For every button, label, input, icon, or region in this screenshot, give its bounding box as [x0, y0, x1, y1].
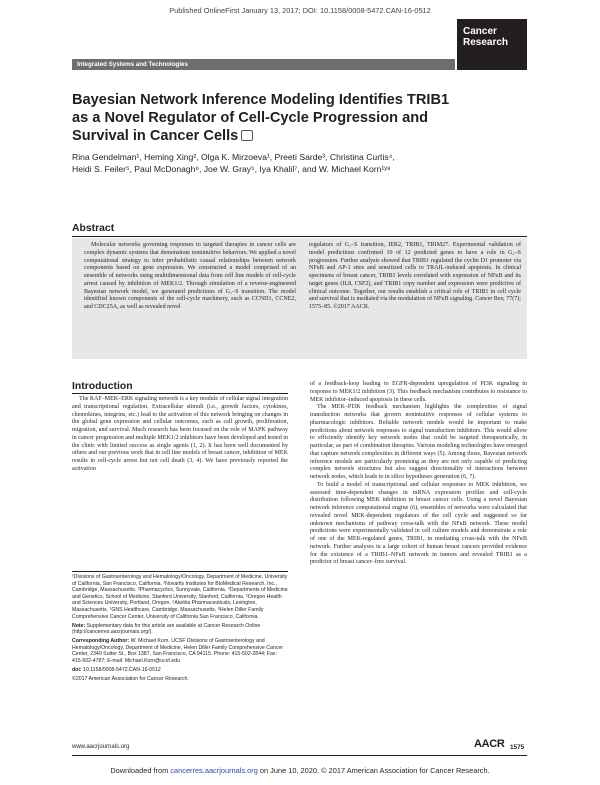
introduction-heading: Introduction: [72, 381, 133, 392]
intro-paragraph-3: The MEK–PI3K feedback mechanism highlights the complexities of signal transduction networks that govern nonintuitive responses of cellular systems to pharmacologic inhibitors. Reliable network models would be important to make predictions about network responses to signal transduction inhibitors. This would allow to efficiently identify key network nodes that could be targeted therapeutically, in particular, as part of combination therapies. Various modeling technologies have emerged that capture network complexities in different ways (5). Among those, Bayesian network inference models are particularly promising as they are not only capable of predicting complex network structures but also suggest directionality of interactions between network nodes, which leads to in silico hypotheses generation (6, 7).: [310, 404, 527, 480]
open-access-icon: [241, 130, 253, 141]
note-label: Note:: [72, 622, 86, 629]
journal-brand-line1: Cancer: [463, 26, 497, 37]
download-prefix: Downloaded from: [110, 766, 171, 775]
introduction-left-column: [72, 396, 288, 474]
journal-brand-line2: Research: [463, 37, 509, 48]
note-text: Supplementary data for this article are available at Cancer Research Online (http://cancerres.aacrjournals.org/).: [72, 622, 261, 636]
abstract-column-1: [84, 242, 296, 312]
corresponding-text: W. Michael Korn, UCSF Divisions of Gastroenterology and Hematology/Oncology, Department of Medicine, Helen Diller Family Comprehensive Cancer Center, 2340 Sutter St., Box 1387, San Francisco, CA 94115. Phone: 415-502-2844; Fax: 415-502-4787; E-mail: Michael.Korn@ucsf.edu: [72, 638, 283, 664]
download-suffix: on June 10, 2020. © 2017 American Association for Cancer Research.: [257, 766, 490, 775]
doi-label: doi:: [72, 666, 82, 673]
intro-paragraph-2: of a feedback-loop leading to EGFR-dependent upregulation of PI3K signaling in response to MEK1/2 inhibition (3). This feedback mechanism contributes to resistance to MEK inhibitor–induced apoptosis in these cells.: [310, 381, 527, 403]
footnote-rule: [72, 571, 288, 572]
abstract-heading: Abstract: [72, 223, 115, 234]
abstract-rule: [72, 236, 527, 237]
published-online-header: Published OnlineFirst January 13, 2017; DOI: 10.1158/0008-5472.CAN-16-0512: [169, 6, 431, 15]
corresponding-label: Corresponding Author:: [72, 638, 130, 645]
intro-paragraph-1: The RAF–MEK–ERK signaling network is a key module of cellular signal integration and transcriptional regulation. Extracellular stimuli (i.e., growth factors, cytokines, chemokines, integrins, etc.) lead to the activation of this network bringing on changes in the global gene expression and cellular outcomes, such as cell growth, proliferation, migration, and survival. Much research has been focused on the role of MAPK pathway in cancer progression and multiple MEK1/2 inhibitors have been developed and tested in the clinic with limited success as single agents (1, 2). It has been well documented by others and our previous work that in cell line models of breast cancer, inhibition of MEK results in cell-cycle arrest but not cell death (3, 4). We have previously reported the activation: [72, 396, 288, 472]
doi-footnote: [72, 667, 288, 674]
introduction-rule: [72, 393, 288, 394]
footer-rule: [72, 755, 527, 756]
doi-text: 10.1158/0008-5472.CAN-16-0512: [82, 666, 161, 673]
download-link[interactable]: cancerres.aacrjournals.org: [170, 766, 258, 775]
intro-paragraph-4: To build a model of transcriptional and cellular responses to MEK inhibition, we assessed time-dependent changes in mRNA expression profiles and cell-cycle distribution following MEK inhibition in breast cancer cells. Using a novel Bayesian network inference computational engine (6), ensembles of networks were calculated that revealed novel MEK-dependent regulators of the cell cycle and suggested so far unknown mechanisms of pathway cross-talk with the NFκB network. These model predictions were experimentally validated in cell culture models and demonstrate a role of one of the MEK-regulated genes, TRIB1, in mediating cross-talk with the NFκB network. Further analyses in a large cohort of human breast cancers provided evidence for the existence of a TRIB1–NFκB network in tumors and revealed TRIB1 as a predictor of breast cancer–free survival.: [310, 481, 527, 566]
abstract-text-2: regulators of G₁–S transition, IER2, TRIB1, TRIM27. Experimental validation of model predictions confirmed 10 of 12 predicted genes to have a role in G₁–S progression. Further analysis showed that TRIB1 regulated the cyclin D1 promoter via NFκB and AP-1 sites and sensitized cells to TRAIL-induced apoptosis. In clinical specimens of breast cancer, TRIB1 levels correlated with expression of NFκB and its target genes (IL8, CSF2), and TRIB1 copy number and expression were predictive of clinical outcome. Together, our results establish a critical role of TRIB1 in cell cycle and survival that is mediated via the modulation of NFκB signaling. Cancer Res; 77(7); 1575–85. ©2017 AACR.: [309, 242, 521, 310]
journal-url[interactable]: www.aacrjournals.org: [72, 744, 130, 750]
abstract-column-2: [309, 242, 521, 312]
download-notice: [0, 766, 600, 775]
affiliations-footnote: ¹Divisions of Gastroenterology and Hematology/Oncology, Department of Medicine, University of California, San Francisco, California. ²Novartis Institutes for BioMedical Research, Inc., Cambridge, Massachusetts. ³Pharmacyclics, Sunnyvale, California. ⁴Departments of Medicine and Genetics, School of Medicine, Stanford University, Stanford, California. ⁵Oregon Health and Sciences University, Portland, Oregon. ⁶Akebia Pharmaceuticals, Lexington, Massachusetts. ⁷GNS Healthcare, Cambridge, Massachusetts. ⁸Helen Diller Family Comprehensive Cancer Center, University of California San Francisco, California.: [72, 574, 288, 620]
introduction-right-column: [310, 381, 527, 567]
abstract-text-1: Molecular networks governing responses to targeted therapies in cancer cells are complex dynamic systems that demonstrate nonintuitive behaviors. We applied a novel computational strategy to infer probabilistic causal relationships between network components based on gene expression. We constructed a model comprised of an ensemble of networks using multidimensional data from cell line models of cell-cycle arrest caused by inhibition of MEK1/2. Through simulation of a reverse-engineered Bayesian network model, we generated predictions of G₁–S transition. The model identified known components of the cell-cycle machinery, such as CCND1, CCNE2, and CDC25A, as well as revealed novel: [84, 242, 296, 310]
footnotes: [72, 574, 288, 685]
article-title-text: Bayesian Network Inference Modeling Identifies TRIB1 as a Novel Regulator of Cell-Cycle Progression and Survival in Cancer Cells: [72, 92, 450, 144]
corresponding-author: [72, 638, 288, 664]
section-category-bar: Integrated Systems and Technologies: [72, 59, 455, 70]
copyright-footnote: ©2017 American Association for Cancer Research.: [72, 675, 189, 682]
page-number: 1575: [510, 744, 525, 751]
author-list: Rina Gendelman¹, Heming Xing², Olga K. Mirzoeva¹, Preeti Sarde³, Christina Curtis⁴, Heidi S. Feiler⁵, Paul McDonagh⁶, Joe W. Gray⁵, Iya Khalil⁷, and W. Michael Korn¹ʸ⁸: [72, 152, 395, 174]
article-title: [72, 91, 462, 145]
supplementary-note: [72, 623, 288, 636]
journal-brand-logo: [457, 19, 527, 70]
aacr-logo: AACR: [474, 738, 505, 750]
